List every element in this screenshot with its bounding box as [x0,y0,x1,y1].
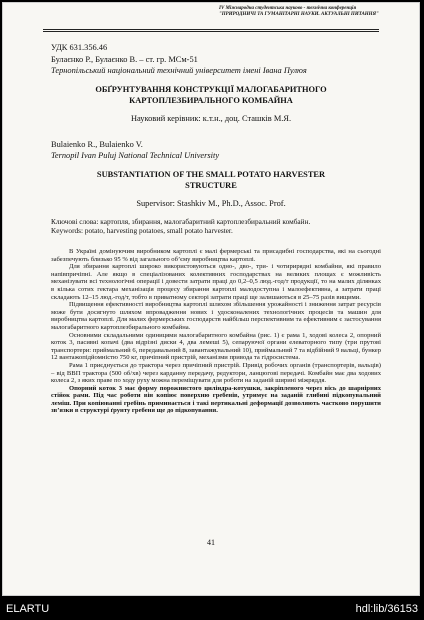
title-en-line1: SUBSTANTIATION OF THE SMALL POTATO HARVESTER [96,170,326,179]
article-body [51,248,381,415]
keywords-uk: Ключові слова: картопля, збирання, малогабаритний картоплезбиральний комбайн. [51,217,311,226]
repository-name: ELARTU [6,603,50,615]
conference-header-line1: IV Міжнародна студентська науково - технічна конференція [219,6,357,11]
handle-id: hdl:lib/36153 [355,603,418,615]
paragraph: Для збирання картоплі широко використовуються одно-, дво-, три- і чотирирядні комбайни, які правило напівпричіпні. Але якщо в спеціалізованих колективних господарствах на великих площах є можливість механізувати всі технологічні операції і довести затрати праці до 0,2–0,5 люд.-год/т продукції, то на малих ділянках в кілька сотих гектара механізація процесу збирання картоплі малодоступна і малоефективна, а затрати праці складають 12–15 люд.-год/т, тобто в приватному секторі затрати праці ще залишаються в 25–75 разів вищими. [51,263,381,301]
paragraph-bold: Опорний коток 3 має форму порожнистого циліндра-котушки, закріпленого через вісь до шарнірних стійок рами. Під час роботи він копіює поверхню гребенів, утримує на заданій глибині підкопувальний леміш. При копіюванні гребінь приминається і такі вертикальні деформації дозволяють частково порушити зв’язки в структурі ґрунту гребеня ще до підкопування. [51,384,381,415]
header-rule [43,29,379,32]
page-number: 41 [207,538,215,547]
paragraph: Основними складальними одиницями малогабаритного комбайна (рис. 1) є рама 1, ходові колеса 2, опорний коток 3, пасивні копачі (два відрізні диски 4, два лемеші 5), сепаруючої органи елеваторного типу (три прутові транспортери: приймальний 6, передавальний 8, завантажувальний 10), приймальний 7 та відбійний 9 вальці, бункер 12 вантажопідйомністю 750 кг, причіпний пристрій, механізми привода та гідросистема. [51,331,381,362]
authors-uk: Булаєнко Р., Булаєнко В. – ст. гр. МСм-51 [51,55,198,64]
udc-code: УДК 631.356.46 [51,43,108,52]
document-page [2,2,420,596]
title-en-line2: STRUCTURE [185,181,237,190]
footer-bar [0,598,424,620]
paragraph: Рама 1 приєднується до трактора через причіпний пристрій. Привід робочих органів (транспортерів, вальців) – від ВВП трактора (500 об/хв) через карданну передачу, редуктори, ланцюгові передачі. Комбайн має два ходових колеса 2, з яких праве по ходу руху можна переміщувати для роботи на заданій ширині міжряддя. [51,361,381,385]
supervisor-en: Supervisor: Stashkiv M., Ph.D., Assoc. Prof. [136,199,286,208]
paragraph: Підвищення ефективності виробництва картоплі шляхом збільшення урожайності і зниження затрат ресурсів може бути досягнуто шляхом впровадження нових і удосконалених технологічних процесів та машин для виробництва картоплі. Для малих фермерських господарств найбільш перспективним та ефективним є застосування малогабаритного картоплезбирального комбайна. [51,301,381,331]
keywords-en: Keywords: potato, harvesting potatoes, small potato harvester. [51,226,233,235]
affiliation-uk: Тернопільський національний технічний університет імені Івана Пулюя [51,66,307,75]
title-uk-line2: КАРТОПЛЕЗБИРАЛЬНОГО КОМБАЙНА [129,96,293,105]
conference-header [219,6,379,18]
conference-header-line2: "ПРИРОДНИЧІ ТА ГУМАНІТАРНІ НАУКИ. АКТУАЛЬНІ ПИТАННЯ" [219,12,379,17]
authors-en: Bulaienko R., Bulaienko V. [51,140,143,149]
affiliation-en: Ternopil Ivan Puluj National Technical University [51,151,220,160]
paragraph: В Україні домінуючим виробником картоплі є малі фермерські та присадибні господарства, які на сьогодні забезпечують близько 95 % від загального об’єму виробництва картоплі. [51,248,381,263]
supervisor-uk: Науковий керівник: к.т.н., доц. Сташків М.Я. [130,114,292,123]
title-uk-line1: ОБҐРУНТУВАННЯ КОНСТРУКЦІЇ МАЛОГАБАРИТНОГО [95,85,327,94]
